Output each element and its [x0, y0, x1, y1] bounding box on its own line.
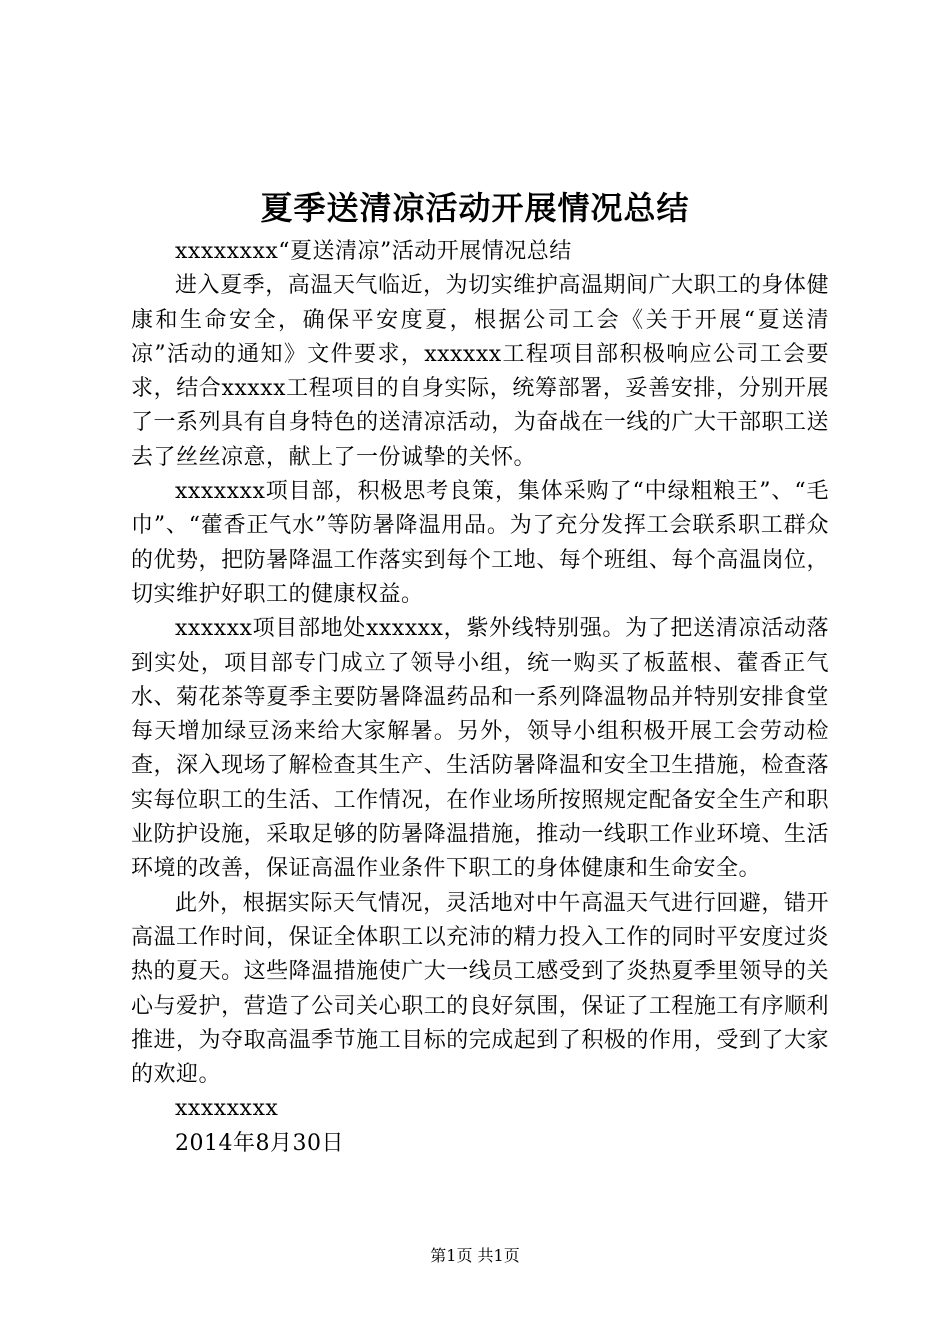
document-body: [131, 235, 829, 1161]
signature: xxxxxxxx: [175, 1096, 279, 1122]
page-title: 夏季送清凉活动开展情况总结: [260, 189, 690, 227]
paragraph-3: xxxxxx项目部地处xxxxxx，紫外线特别强。为了把送清凉活动落到实处，项目部专门成立了领导小组，统一购买了板蓝根、藿香正气水、菊花茶等夏季主要防暑降温药品和一系列降温物品并特别安排食堂每天增加绿豆汤来给大家解暑。另外，领导小组积极开展工会劳动检查，深入现场了解检查其生产、生活防暑降温和安全卫生措施，检查落实每位职工的生活、工作情况，在作业场所按照规定配备安全生产和职业防护设施，采取足够的防暑降温措施，推动一线职工作业环境、生活环境的改善，保证高温作业条件下职工的身体健康和生命安全。: [131, 616, 829, 882]
paragraph-2: xxxxxxx项目部，积极思考良策，集体采购了“中绿粗粮王”、“毛巾”、“藿香正气水”等防暑降温用品。为了充分发挥工会联系职工群众的优势，把防暑降温工作落实到每个工地、每个班组、每个高温岗位，切实维护好职工的健康权益。: [131, 479, 829, 607]
date: 2014年8月30日: [175, 1130, 344, 1156]
page-footer: 第1页 共1页: [430, 1246, 520, 1265]
paragraph-4: 此外，根据实际天气情况，灵活地对中午高温天气进行回避，错开高温工作时间，保证全体职工以充沛的精力投入工作的同时平安度过炎热的夏天。这些降温措施使广大一线员工感受到了炎热夏季里领导的关心与爱护，营造了公司关心职工的良好氛围，保证了工程施工有序顺利推进，为夺取高温季节施工目标的完成起到了积极的作用，受到了大家的欢迎。: [131, 890, 829, 1088]
document-subtitle: xxxxxxxx“夏送清凉”活动开展情况总结: [175, 239, 572, 264]
paragraph-1: 进入夏季，高温天气临近，为切实维护高温期间广大职工的身体健康和生命安全，确保平安度夏，根据公司工会《关于开展“夏送清凉”活动的通知》文件要求，xxxxxx工程项目部积极响应公司工会要求，结合xxxxx工程项目的自身实际，统筹部署，妥善安排，分别开展了一系列具有自身特色的送清凉活动，为奋战在一线的广大干部职工送去了丝丝凉意，献上了一份诚挚的关怀。: [131, 273, 829, 470]
